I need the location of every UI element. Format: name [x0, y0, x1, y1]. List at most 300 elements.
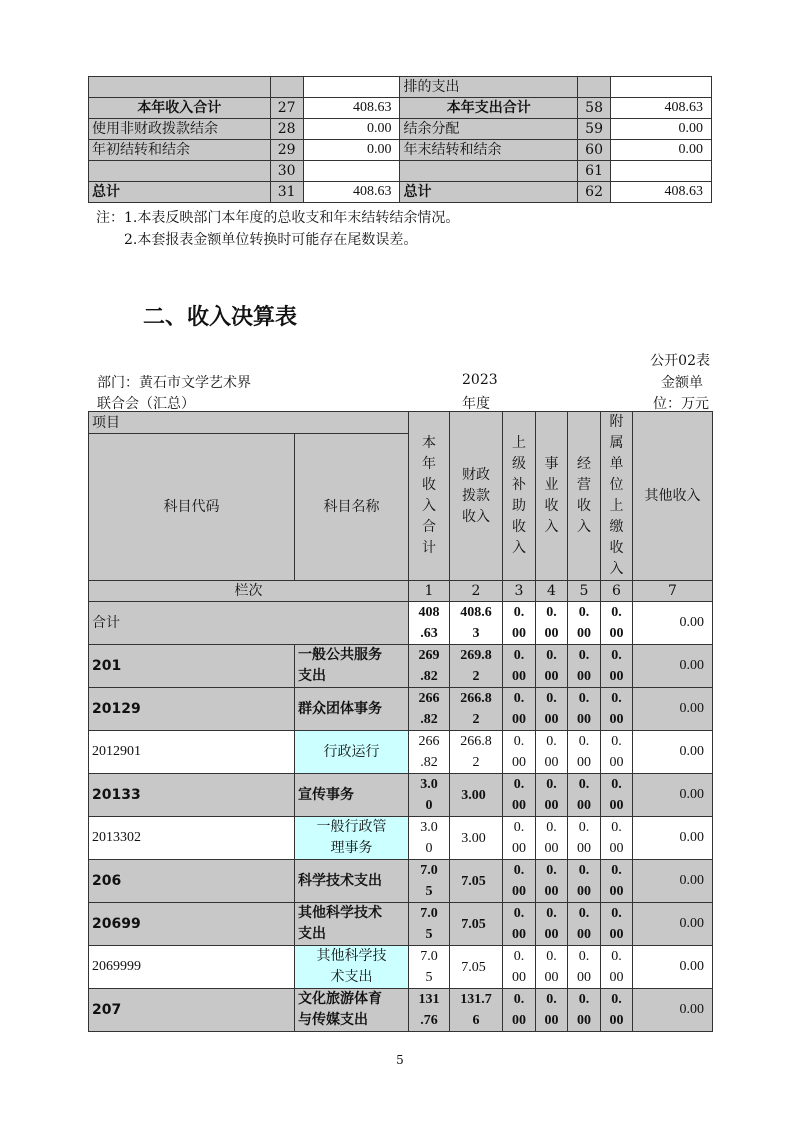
cell-line: 0. — [546, 691, 557, 706]
cell-line: 0. — [546, 777, 557, 792]
income-amount: 0.00 — [303, 140, 400, 161]
cell-line: 2 — [472, 712, 480, 727]
cell-line: 7.0 — [420, 906, 438, 921]
column-number: 1 — [409, 581, 450, 602]
expense-item-label — [400, 161, 578, 182]
header-char: 入 — [577, 519, 591, 535]
summary-row — [89, 140, 712, 161]
amount-c4 — [536, 946, 568, 989]
income-line-number: 29 — [270, 140, 303, 161]
cell-line: 5 — [425, 970, 433, 985]
cell-line: 3.00 — [461, 787, 486, 803]
amount-c7: 0.00 — [633, 688, 713, 731]
expense-line-number: 61 — [578, 161, 611, 182]
amount-c3 — [503, 817, 536, 860]
cell-line: 0. — [578, 605, 590, 620]
expense-amount: 408.63 — [611, 98, 712, 119]
cell-line: 266.8 — [460, 691, 492, 706]
cell-line: 文化旅游体育 — [298, 992, 382, 1007]
income-row — [89, 989, 713, 1032]
amount-c3 — [503, 946, 536, 989]
subject-name — [295, 731, 409, 774]
expense-line-number: 58 — [578, 98, 611, 119]
amount-c1 — [409, 860, 450, 903]
cell-line: 7.05 — [461, 873, 486, 889]
amount-c1 — [409, 774, 450, 817]
cell-line: 0. — [513, 820, 525, 835]
col-header-superior-subsidy — [503, 412, 536, 581]
amount-c6 — [601, 688, 633, 731]
header-char: 拨款 — [462, 487, 490, 504]
amount-c5 — [568, 645, 601, 688]
income-line-number: 31 — [270, 182, 303, 203]
subject-name — [295, 817, 409, 860]
cell-line: 0. — [546, 648, 557, 663]
summary-top-row — [89, 77, 712, 98]
cell-line: 2 — [472, 669, 480, 684]
header-char: 单 — [609, 456, 624, 472]
cell-line: 00 — [544, 626, 559, 641]
cell-line: 0. — [513, 777, 525, 792]
expense-label: 排的支出 — [400, 77, 578, 98]
amount-c1 — [409, 989, 450, 1032]
expense-line-number: 62 — [578, 182, 611, 203]
col-header-business-income — [536, 412, 568, 581]
income-item-label — [89, 161, 271, 182]
expense-amount: 0.00 — [611, 140, 712, 161]
header-char: 其他收入 — [644, 487, 701, 504]
summary-table — [88, 76, 712, 203]
cell-line: 0. — [546, 820, 557, 835]
amount-c3 — [503, 731, 536, 774]
cell-line: 266 — [418, 691, 440, 706]
amount-c6 — [601, 903, 633, 946]
amount-c6 — [601, 989, 633, 1032]
header-char: 收 — [512, 519, 526, 535]
cell-line: 00 — [512, 755, 526, 770]
subject-code: 20133 — [89, 774, 295, 817]
cell-line: 群众团体事务 — [298, 701, 382, 717]
header-char: 财政 — [462, 466, 490, 483]
note-line-1: 注：1.本表反映部门本年度的总收支和年末结转结余情况。 — [96, 210, 460, 226]
cell-line: 0. — [578, 949, 590, 964]
cell-line: 408 — [418, 605, 440, 620]
amount-c1 — [409, 817, 450, 860]
header-char: 收 — [609, 540, 624, 556]
page-number: 5 — [396, 1053, 404, 1067]
subject-name — [295, 688, 409, 731]
cell-line: 理事务 — [330, 841, 373, 856]
income-row — [89, 903, 713, 946]
cell-line: 00 — [609, 970, 624, 985]
income-row — [89, 774, 713, 817]
cell-line: 0 — [425, 798, 433, 813]
lanci-label: 栏次 — [89, 581, 409, 602]
header-char: 本 — [422, 435, 436, 451]
cell-line: 2 — [472, 755, 480, 770]
unit-line-2: 位：万元 — [653, 396, 709, 412]
amount-c6 — [601, 946, 633, 989]
summary-row — [89, 98, 712, 119]
subject-code: 201 — [89, 645, 295, 688]
cell-line: 0. — [611, 820, 622, 835]
total-amount-c6 — [601, 602, 633, 645]
header-char: 经 — [577, 456, 591, 472]
cell-line: 0. — [513, 906, 525, 921]
amount-c4 — [536, 774, 568, 817]
cell-line: 0. — [611, 691, 622, 706]
amount-c5 — [568, 946, 601, 989]
amount-c5 — [568, 688, 601, 731]
amount-c7: 0.00 — [633, 731, 713, 774]
cell-line: 00 — [512, 884, 526, 899]
header-char: 入 — [512, 540, 526, 556]
col-header-total-income — [409, 412, 450, 581]
cell-line: 6 — [472, 1013, 480, 1028]
amount-c4 — [536, 645, 568, 688]
subject-code: 2012901 — [89, 731, 295, 774]
amount-c4 — [536, 688, 568, 731]
cell-line: 0. — [546, 734, 557, 749]
amount-c5 — [568, 989, 601, 1032]
cell-line: 266.8 — [460, 734, 492, 749]
col-header-affiliate-payment — [601, 412, 633, 581]
cell-line: 00 — [577, 927, 591, 942]
department-line-1: 部门：黄石市文学艺术界 — [97, 375, 251, 391]
cell-line: 00 — [577, 1013, 591, 1028]
cell-line: 0. — [546, 949, 557, 964]
cell-line: 7.0 — [420, 949, 438, 964]
header-char: 上 — [512, 435, 526, 451]
cell-line: 0. — [578, 777, 590, 792]
total-amount-c4 — [536, 602, 568, 645]
cell-line: 00 — [609, 669, 624, 684]
cell-line: 269 — [418, 648, 440, 663]
amount-c1 — [409, 688, 450, 731]
amount-c6 — [601, 860, 633, 903]
header-char: 年 — [422, 456, 436, 472]
header-char: 入 — [544, 519, 559, 535]
cell-line: 0. — [578, 734, 590, 749]
cell-line: 00 — [544, 798, 559, 813]
cell-line: 00 — [544, 884, 559, 899]
amount-c2 — [450, 817, 503, 860]
column-number: 5 — [568, 581, 601, 602]
cell-line: 00 — [544, 669, 559, 684]
cell-line: 131.7 — [460, 992, 492, 1007]
cell-line: 0. — [611, 734, 622, 749]
amount-c5 — [568, 817, 601, 860]
income-amount — [303, 161, 400, 182]
amount-c1 — [409, 946, 450, 989]
expense-amount — [611, 161, 712, 182]
cell-line: 0. — [578, 906, 590, 921]
amount-c6 — [601, 645, 633, 688]
cell-line: 其他科学技术 — [298, 906, 382, 921]
header-char: 计 — [422, 540, 436, 556]
year-line-2: 年度 — [462, 396, 490, 412]
income-item-label: 总计 — [89, 182, 271, 203]
amount-c5 — [568, 860, 601, 903]
cell-line: 00 — [609, 798, 624, 813]
cell-line: 支出 — [298, 927, 326, 942]
cell-line: 7.0 — [420, 863, 438, 878]
cell-line: 0. — [546, 992, 557, 1007]
income-row — [89, 860, 713, 903]
cell-line: 266 — [418, 734, 440, 749]
cell-line: 0 — [425, 841, 433, 856]
unit-line-1: 金额单 — [661, 375, 703, 391]
income-line-number: 30 — [270, 161, 303, 182]
column-number: 7 — [633, 581, 713, 602]
cell-line: 00 — [512, 970, 526, 985]
cell-line: 00 — [512, 927, 526, 942]
header-char: 营 — [577, 477, 591, 493]
cell-line: 0. — [611, 777, 622, 792]
cell-line: 与传媒支出 — [298, 1013, 368, 1028]
header-char: 助 — [512, 498, 526, 514]
cell-line: 0. — [513, 691, 525, 706]
cell-line: 00 — [609, 1013, 624, 1028]
amount-c2 — [450, 688, 503, 731]
cell-line: 00 — [512, 841, 526, 856]
amount-c3 — [503, 903, 536, 946]
cell-line: 0. — [513, 992, 525, 1007]
cell-line: 术支出 — [330, 970, 373, 985]
header-row-item — [89, 412, 713, 434]
header-char: 事 — [544, 456, 559, 472]
income-item-label: 年初结转和结余 — [89, 140, 271, 161]
cell-line: 00 — [577, 755, 591, 770]
expense-line-number: 60 — [578, 140, 611, 161]
cell-line: 00 — [544, 712, 559, 727]
amount-c1 — [409, 645, 450, 688]
cell-line: 00 — [577, 798, 591, 813]
expense-amount: 408.63 — [611, 182, 712, 203]
amount-c2 — [450, 989, 503, 1032]
total-amount-c2 — [450, 602, 503, 645]
table-number: 公开02表 — [650, 353, 710, 369]
cell-line: 3.0 — [420, 777, 438, 792]
income-amount: 408.63 — [303, 182, 400, 203]
amount-c3 — [503, 989, 536, 1032]
amount-c5 — [568, 731, 601, 774]
cell-line: 00 — [609, 841, 624, 856]
cell-line: 0. — [546, 906, 557, 921]
amount-c7: 0.00 — [633, 645, 713, 688]
cell-line: 00 — [577, 626, 591, 641]
header-char: 入 — [422, 498, 436, 514]
cell-line: 0. — [546, 863, 557, 878]
department-line-2: 联合会（汇总） — [97, 396, 195, 412]
amount-c5 — [568, 774, 601, 817]
cell-line: 408.6 — [460, 605, 492, 620]
header-char: 上 — [609, 498, 624, 514]
income-row — [89, 645, 713, 688]
header-char: 补 — [512, 477, 526, 493]
income-amount: 408.63 — [303, 98, 400, 119]
header-char: 位 — [609, 477, 624, 493]
cell-line: 00 — [544, 841, 559, 856]
cell-line: .82 — [420, 669, 438, 684]
amount-c4 — [536, 860, 568, 903]
header-char: 收 — [577, 498, 591, 514]
amount-c2 — [450, 645, 503, 688]
subject-code: 207 — [89, 989, 295, 1032]
cell-line: 00 — [512, 712, 526, 727]
income-row — [89, 817, 713, 860]
amount-c6 — [601, 731, 633, 774]
subject-code: 20129 — [89, 688, 295, 731]
cell-line: 7.05 — [461, 959, 486, 975]
cell-line: 00 — [609, 884, 624, 899]
subject-code: 20699 — [89, 903, 295, 946]
header-char: 入 — [609, 561, 624, 577]
amount-c1 — [409, 731, 450, 774]
cell-line: 00 — [577, 884, 591, 899]
amount-c2 — [450, 774, 503, 817]
subject-code: 2069999 — [89, 946, 295, 989]
expense-item-label: 总计 — [400, 182, 578, 203]
expense-amount: 0.00 — [611, 119, 712, 140]
income-line-number: 27 — [270, 98, 303, 119]
expense-item-label: 本年支出合计 — [400, 98, 578, 119]
cell-line: 00 — [512, 669, 526, 684]
cell-line: 0. — [513, 648, 525, 663]
cell-line: 00 — [577, 712, 591, 727]
amount-c2 — [450, 731, 503, 774]
year-line-1: 2023 — [462, 372, 498, 388]
header-char: 缴 — [609, 519, 624, 535]
cell-line: 0. — [513, 863, 525, 878]
amount-c3 — [503, 860, 536, 903]
subject-name — [295, 903, 409, 946]
subject-name — [295, 989, 409, 1032]
amount-c7: 0.00 — [633, 946, 713, 989]
cell-line: 宣传事务 — [298, 787, 354, 803]
column-number-row — [89, 581, 713, 602]
subject-name — [295, 860, 409, 903]
item-label: 项目 — [89, 412, 409, 434]
subject-name — [295, 774, 409, 817]
header-char: 合 — [422, 519, 436, 535]
header-char: 收 — [544, 498, 559, 514]
cell-line: 131 — [418, 992, 440, 1007]
amount-c6 — [601, 817, 633, 860]
total-amount-c3 — [503, 602, 536, 645]
subject-name — [295, 645, 409, 688]
header-char: 收 — [422, 477, 436, 493]
col-header-fiscal-appropriation — [450, 412, 503, 581]
cell-line: 3.0 — [420, 820, 438, 835]
income-row — [89, 946, 713, 989]
cell-line: 0. — [578, 648, 590, 663]
cell-line: 0. — [611, 906, 622, 921]
column-number: 4 — [536, 581, 568, 602]
income-row — [89, 731, 713, 774]
amount-c6 — [601, 774, 633, 817]
total-row — [89, 602, 713, 645]
amount-c5 — [568, 903, 601, 946]
amount-c2 — [450, 860, 503, 903]
income-table — [88, 411, 713, 1032]
cell-line: 一般公共服务 — [298, 648, 382, 663]
header-char: 附 — [609, 414, 624, 430]
amount-c3 — [503, 774, 536, 817]
cell-line: 269.8 — [460, 648, 492, 663]
header-char: 属 — [609, 435, 624, 451]
cell-line: 其他科学技 — [316, 949, 387, 964]
amount-c7: 0.00 — [633, 774, 713, 817]
income-item-label: 本年收入合计 — [89, 98, 271, 119]
cell-line: 0. — [611, 863, 622, 878]
amount-c2 — [450, 903, 503, 946]
income-amount: 0.00 — [303, 119, 400, 140]
cell-line: 00 — [577, 841, 591, 856]
cell-line: 00 — [544, 1013, 559, 1028]
cell-line: 5 — [425, 884, 433, 899]
amount-c7: 0.00 — [633, 989, 713, 1032]
column-number: 6 — [601, 581, 633, 602]
amount-c4 — [536, 731, 568, 774]
header-char: 收入 — [462, 508, 490, 525]
cell-line: 0. — [611, 605, 622, 620]
cell-line: 00 — [609, 755, 624, 770]
summary-row — [89, 161, 712, 182]
cell-line: 科学技术支出 — [298, 873, 382, 889]
cell-line: 行政运行 — [323, 744, 380, 760]
cell-line: 00 — [609, 712, 624, 727]
cell-line: 00 — [577, 970, 591, 985]
income-item-label: 使用非财政拨款结余 — [89, 119, 271, 140]
cell-line: 00 — [512, 1013, 526, 1028]
name-label: 科目名称 — [295, 434, 409, 581]
cell-line: 00 — [512, 798, 526, 813]
cell-line: 0. — [513, 949, 525, 964]
header-char: 业 — [544, 477, 559, 493]
header-char: 级 — [512, 456, 526, 472]
cell-line: .82 — [420, 712, 438, 727]
amount-c7: 0.00 — [633, 903, 713, 946]
cell-line: .63 — [420, 626, 438, 641]
amount-c3 — [503, 688, 536, 731]
cell-line: 00 — [544, 970, 559, 985]
code-label: 科目代码 — [89, 434, 295, 581]
cell-line: .82 — [420, 755, 438, 770]
cell-line: 00 — [609, 626, 624, 641]
cell-line: 3.00 — [461, 830, 486, 846]
subject-code: 2013302 — [89, 817, 295, 860]
cell-line: 0. — [611, 992, 622, 1007]
subject-code: 206 — [89, 860, 295, 903]
expense-item-label: 年末结转和结余 — [400, 140, 578, 161]
column-number: 3 — [503, 581, 536, 602]
cell-line: 00 — [544, 755, 559, 770]
total-label: 合计 — [89, 602, 409, 645]
summary-row — [89, 182, 712, 203]
cell-line: 0. — [611, 949, 622, 964]
cell-line: .76 — [420, 1013, 438, 1028]
amount-c4 — [536, 903, 568, 946]
subject-name — [295, 946, 409, 989]
cell-line: 0. — [513, 734, 525, 749]
cell-line: 0. — [546, 605, 557, 620]
amount-c2 — [450, 946, 503, 989]
amount-c1 — [409, 903, 450, 946]
cell-line: 00 — [609, 927, 624, 942]
column-number: 2 — [450, 581, 503, 602]
cell-line: 00 — [577, 669, 591, 684]
